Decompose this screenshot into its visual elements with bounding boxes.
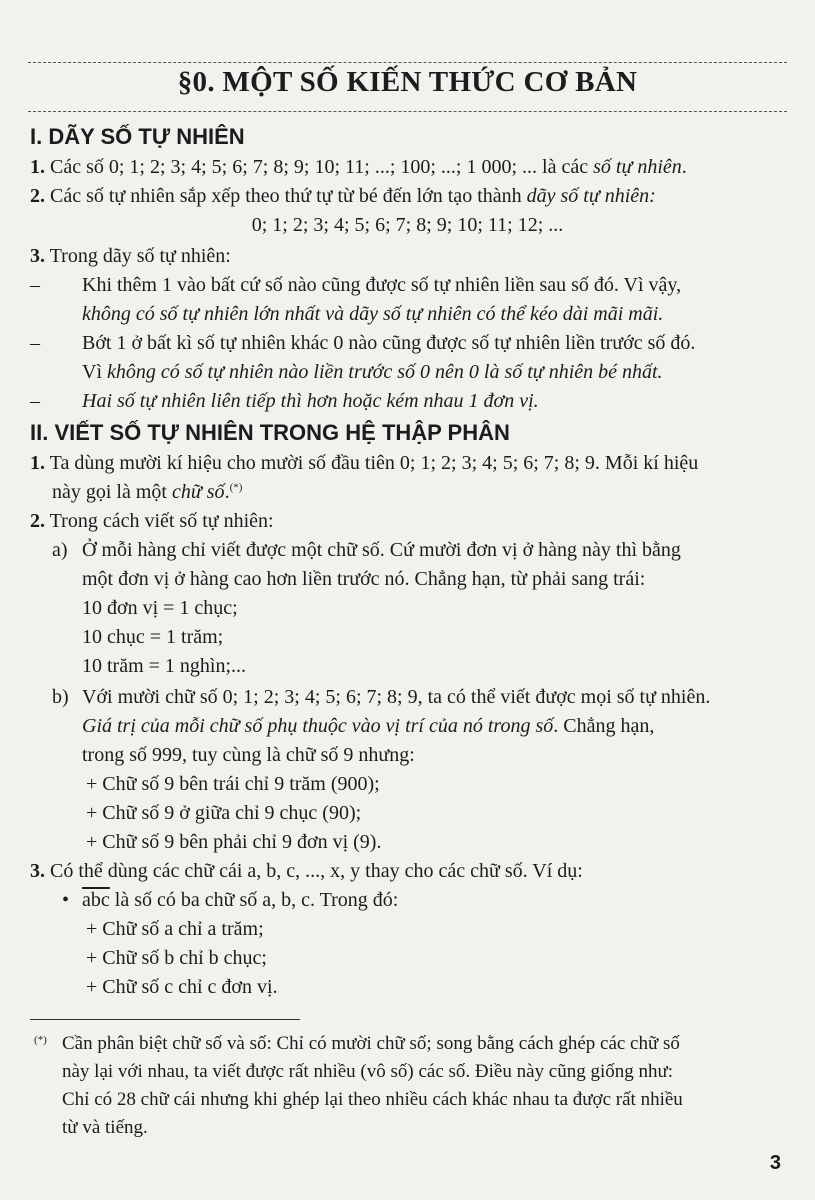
footnote-line-2: này lại với nhau, ta viết được rất nhiều (vô số) các số. Điều này cũng giống như: (62, 1061, 674, 1082)
dash-item-2-line2-a: Vì (82, 361, 107, 383)
example-digit-a: + Chữ số a chỉ a trăm; (86, 918, 264, 940)
s1-item-1-emphasis: số tự nhiên (593, 156, 682, 178)
s2-item-2 (30, 507, 785, 536)
sub-item-b-line2-end: . Chẳng hạn, (553, 715, 655, 737)
s2-item-3-intro: Có thể dùng các chữ cái a, b, c, ..., x, y thay cho các chữ số. Ví dụ: (50, 860, 583, 882)
footnote-text (30, 1030, 785, 1142)
footnote-line-1: Cần phân biệt chữ số và số: Chỉ có mười chữ số; song bằng cách ghép các chữ số (62, 1033, 680, 1054)
s1-item-2-text: Các số tự nhiên sắp xếp theo thứ tự từ bé đến lớn tạo thành (50, 185, 527, 207)
footnote-mark: (*) (34, 1034, 47, 1046)
section-heading-1: I. DÃY SỐ TỰ NHIÊN (30, 124, 245, 149)
s1-item-3-intro: Trong dãy số tự nhiên: (49, 245, 231, 267)
footnote-line-3: Chỉ có 28 chữ cái nhưng khi ghép lại theo nhiều cách khác nhau ta được rất nhiều (62, 1089, 683, 1110)
example-right-nine: + Chữ số 9 bên phải chỉ 9 đơn vị (9). (86, 831, 382, 853)
s1-item-1-end: . (681, 156, 687, 178)
dash-item-2-line1: Bớt 1 ở bất kì số tự nhiên khác 0 nào cũng được số tự nhiên liền trước số đó. (82, 332, 696, 354)
footnote (30, 1030, 785, 1142)
example-left-nine: + Chữ số 9 bên trái chỉ 9 trăm (900); (86, 773, 380, 795)
dash-item-1 (30, 271, 785, 329)
s2-item-2-number: 2. (30, 510, 45, 532)
s1-item-1-text: Các số 0; 1; 2; 3; 4; 5; 6; 7; 8; 9; 10; 11; ...; 100; ...; 1 000; ... là các (50, 156, 594, 178)
s2-item-1-line1: Ta dùng mười kí hiệu cho mười số đầu tiên 0; 1; 2; 3; 4; 5; 6; 7; 8; 9. Mỗi kí hiệu (49, 452, 699, 474)
dash-item-3-text: Hai số tự nhiên liên tiếp thì hơn hoặc kém nhau 1 đơn vị. (82, 390, 539, 412)
s1-item-1 (30, 153, 785, 182)
example-digit-b: + Chữ số b chỉ b chục; (86, 947, 267, 969)
abc-overline-number: $\overline{abc}$ (82, 889, 110, 911)
sub-item-a-label: a) (52, 539, 68, 561)
sub-item-a (30, 536, 785, 594)
sub-item-b-emphasis: Giá trị của mỗi chữ số phụ thuộc vào vị trí của nó trong số (82, 715, 554, 737)
natural-sequence: 0; 1; 2; 3; 4; 5; 6; 7; 8; 9; 10; 11; 12; ... (251, 214, 564, 236)
dash-item-3 (30, 387, 785, 416)
dash-item-2-line2-em: không có số tự nhiên nào liền trước số 0 nên 0 là số tự nhiên bé nhất. (107, 361, 663, 383)
dash-item-1-line2: không có số tự nhiên lớn nhất và dãy số tự nhiên có thể kéo dài mãi mãi. (82, 303, 664, 325)
s2-item-1 (30, 449, 785, 507)
s1-item-2-emphasis: dãy số tự nhiên: (526, 185, 656, 207)
sub-item-b (30, 683, 785, 770)
s2-item-1-line2-a: này gọi là một (52, 481, 172, 503)
s2-item-3-number: 3. (30, 860, 45, 882)
s1-item-3 (30, 242, 785, 271)
s2-item-1-number: 1. (30, 452, 45, 474)
bullet-abc (30, 886, 785, 915)
s1-item-3-number: 3. (30, 245, 45, 267)
dash-item-2 (30, 329, 785, 387)
sub-item-a-line2: một đơn vị ở hàng cao hơn liền trước nó. Chẳng hạn, từ phải sang trái: (82, 568, 646, 590)
sub-item-a-line1: Ở mỗi hàng chỉ viết được một chữ số. Cứ mười đơn vị ở hàng này thì bằng (82, 539, 681, 561)
example-ten-hundreds: 10 trăm = 1 nghìn;... (82, 655, 247, 677)
example-ten-units: 10 đơn vị = 1 chục; (82, 597, 238, 619)
section-heading-2: II. VIẾT SỐ TỰ NHIÊN TRONG HỆ THẬP PHÂN (30, 420, 510, 445)
s1-item-2 (30, 182, 785, 211)
s2-item-1-emphasis: chữ số (171, 481, 225, 503)
example-middle-nine: + Chữ số 9 ở giữa chỉ 9 chục (90); (86, 802, 362, 824)
chapter-title: §0. MỘT SỐ KIẾN THỨC CƠ BẢN (177, 66, 638, 98)
dash-item-1-line1: Khi thêm 1 vào bất cứ số nào cũng được số tự nhiên liền sau số đó. Vì vậy, (82, 274, 682, 296)
sub-item-b-line1: Với mười chữ số 0; 1; 2; 3; 4; 5; 6; 7; 8; 9, ta có thể viết được mọi số tự nhiên. (82, 686, 711, 708)
sub-item-b-line3: trong số 999, tuy cùng là chữ số 9 nhưng: (82, 744, 415, 766)
page-number: 3 (769, 1152, 781, 1174)
bullet-abc-text: là số có ba chữ số a, b, c. Trong đó: (109, 889, 399, 911)
s2-item-3 (30, 857, 785, 886)
sub-item-b-label: b) (52, 686, 69, 708)
footnote-ref-mark: (*) (229, 481, 243, 494)
footnote-rule (30, 1019, 300, 1020)
s2-item-2-intro: Trong cách viết số tự nhiên: (49, 510, 274, 532)
title-top-rule (28, 62, 787, 63)
s2-item-1-end: . (224, 481, 230, 503)
example-ten-tens: 10 chục = 1 trăm; (82, 626, 224, 648)
s1-item-2-number: 2. (30, 185, 45, 207)
s1-item-1-number: 1. (30, 156, 45, 178)
example-digit-c: + Chữ số c chỉ c đơn vị. (86, 976, 278, 998)
title-bottom-rule (28, 111, 787, 112)
main-content (30, 118, 785, 1002)
footnote-line-4: từ và tiếng. (62, 1117, 148, 1138)
s2-item-1-line2 (30, 481, 242, 503)
